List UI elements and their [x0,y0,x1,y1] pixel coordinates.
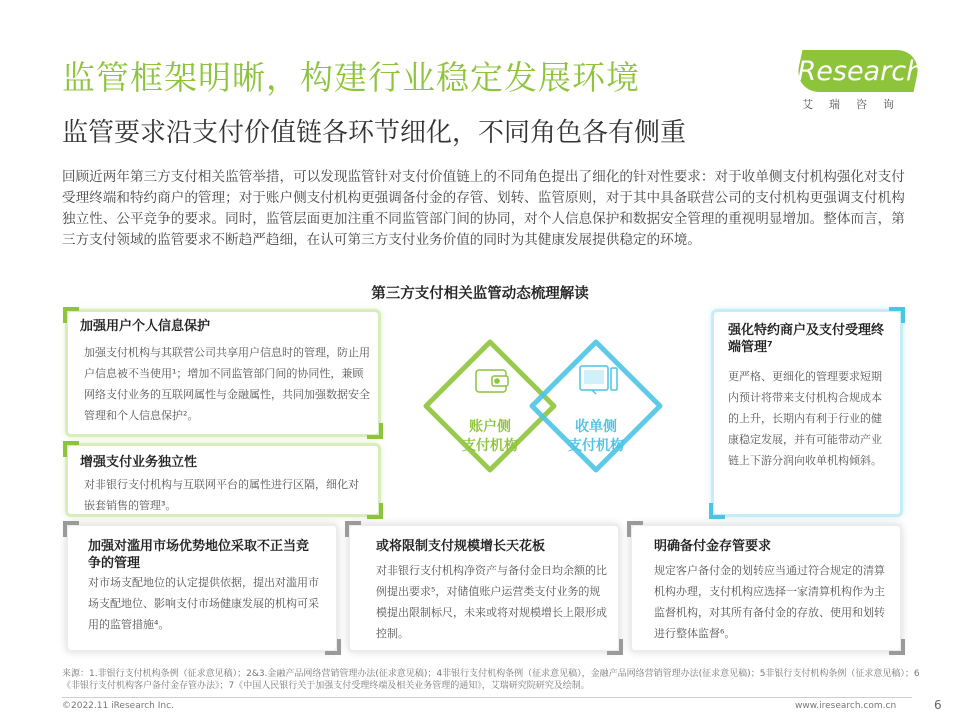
card-body: 对非银行支付机构净资产与备付金日均余额的比例提出要求⁵，对储值账户运营类支付业务的规模提出限制标尺，未来或将对规模增长上限形成控制。 [376,564,607,640]
card-merchant [714,312,900,514]
card-title: 增强支付业务独立性 [80,455,198,470]
card-body: 规定客户备付金的划转应当通过符合规定的清算机构办理，支付机构应选择一家清算机构作为主监督机构，对其所有备付金的存放、使用和划转进行整体监督⁶。 [654,564,885,640]
source-footnote: 来源：1.非银行支付机构条例（征求意见稿）；2&3.金融产品网络营销管理办法(征求意见稿)；4非银行支付机构条例（征求意见稿），金融产品网络营销管理办法(征求意见稿)；5非银行支付机构条例（征求意见稿）；6《非银行支付机构客户备付金存管办法》；7《中国人民银行关于加强支付受理终端及相关业务管理的通知》，艾瑞研究院研究及绘制。 [62,669,920,691]
intro-paragraph: 回顾近两年第三方支付相关监管举措，可以发现监管针对支付价值链上的不同角色提出了细化的针对性要求：对于收单侧支付机构强化对支付受理终端和特约商户的管理；对于账户侧支付机构更强调备付金的存管、划转、监管原则，对于其中具备联营公司的支付机构更强调支付机构独立性、公平竞争的要求。同时，监管层面更加注重不同监管部门间的协同，对个人信息保护和数据安全管理的重视明显增加。整体而言，第三方支付领域的监管要求不断趋严趋细，在认可第三方支付业务价值的同时为其健康发展提供稳定的环境。 [62,169,905,248]
payment-role-diagram [420,336,670,486]
page-subtitle: 监管要求沿支付价值链各环节细化，不同角色各有侧重 [62,118,687,148]
footer-divider [62,697,912,698]
page-title: 监管框架明晰，构建行业稳定发展环境 [62,58,640,97]
card-body: 加强支付机构与其联营公司共享用户信息时的管理，防止用户信息被不当使用¹；增加不同监管部门间的协同性，兼顾网络支付业务的互联网属性与金融属性，共同加强数据安全管理和个人信息保护²。 [84,346,370,422]
card-title: 或将限制支付规模增长天花板 [376,539,546,554]
card-body: 对非银行支付机构与互联网平台的属性进行区隔，细化对嵌套销售的管理³。 [84,478,359,512]
card-title: 明确备付金存管要求 [654,539,772,554]
website-link[interactable]: www.iresearch.com.cn [795,701,897,711]
card-reserve [632,526,900,650]
logo-brand-text: iResearch [790,56,924,87]
iresearch-logo [776,46,926,116]
card-monopoly [68,526,336,650]
card-scale [350,526,618,650]
diagram-shapes [420,336,670,486]
pos-terminal-icon [580,366,617,394]
card-title: 强化特约商户及支付受理终端管理⁷ [728,323,885,355]
card-title: 加强用户个人信息保护 [80,319,211,334]
copyright: ©2022.11 iResearch Inc. [62,701,174,711]
account-side-label [454,418,526,456]
account-side-text: 账户侧 支付机构 [462,419,518,454]
card-body: 更严格、更细化的管理要求短期内预计将带来支付机构合规成本的上升，长期内有利于行业的健康稳定发展，并有可能带动产业链上下游分润向收单机构倾斜。 [728,370,882,467]
card-personal-info [68,312,378,434]
acquiring-side-label [560,418,632,456]
logo-cn-text: 艾瑞咨询 [802,98,910,111]
section-title: 第三方支付相关监管动态梳理解读 [371,286,589,302]
page-number: 6 [934,698,942,712]
wallet-icon [476,370,508,392]
card-title: 加强对滥用市场优势地位采取不正当竞争的管理 [88,539,310,571]
card-independence [68,446,378,514]
acquiring-side-text: 收单侧 支付机构 [568,419,624,454]
card-body: 对市场支配地位的认定提供依据，提出对滥用市场支配地位、影响支付市场健康发展的机构可采用的监管措施⁴。 [88,576,319,631]
